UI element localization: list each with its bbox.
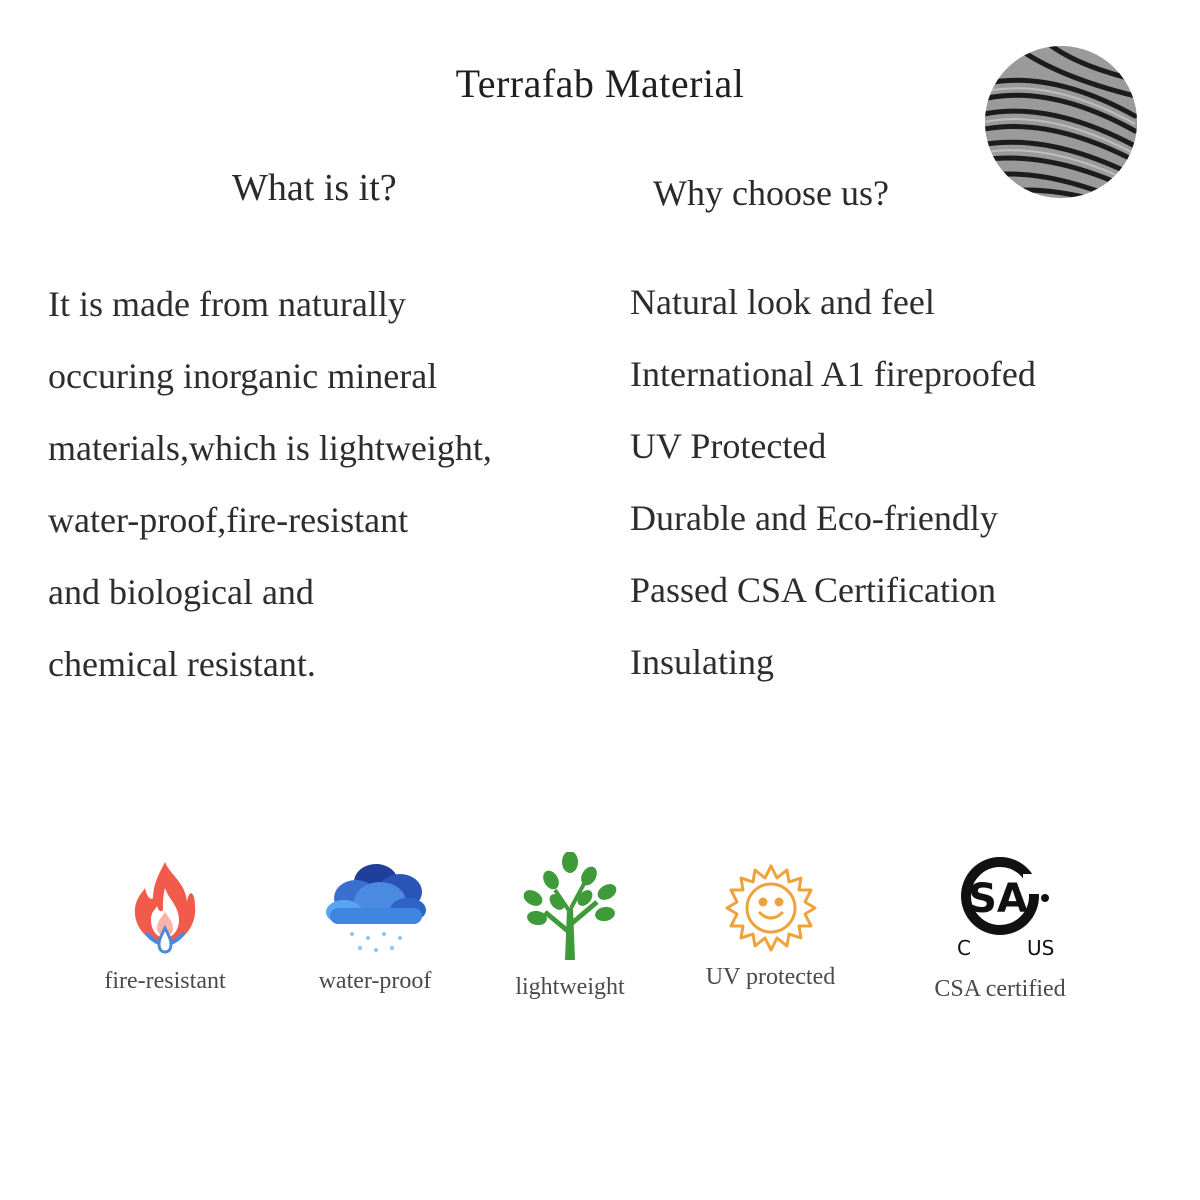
rain-cloud-icon	[320, 858, 430, 958]
description-line: materials,which is lightweight,	[48, 428, 492, 468]
description-line: It is made from naturally	[48, 284, 406, 324]
csa-logo	[935, 856, 1065, 966]
what-is-it-heading: What is it?	[232, 167, 397, 209]
feature-lightweight	[495, 852, 645, 1001]
feature-label: water-proof	[318, 968, 432, 994]
flame-icon	[125, 858, 205, 958]
stone-texture-icon	[985, 46, 1137, 198]
feature-uv-protected	[688, 862, 853, 991]
csa-logo-icon	[935, 856, 1065, 938]
feature-label: CSA certified	[934, 976, 1066, 1002]
benefits-list	[630, 266, 1190, 698]
csa-logo-text: SA	[968, 876, 1028, 922]
page-title: Terrafab Material	[455, 61, 745, 106]
description-line: chemical resistant.	[48, 644, 316, 684]
benefit-item: Passed CSA Certification	[630, 570, 996, 610]
description-line: and biological and	[48, 572, 314, 612]
sun-icon	[725, 862, 817, 954]
material-swatch-image	[985, 46, 1137, 198]
feature-water-proof	[300, 858, 450, 995]
csa-c-mark: C	[957, 936, 971, 960]
feature-label: UV protected	[705, 964, 836, 990]
benefit-item: Durable and Eco-friendly	[630, 498, 998, 538]
feature-csa-certified	[920, 856, 1080, 1003]
benefit-item: UV Protected	[630, 426, 827, 466]
description-line: occuring inorganic mineral	[48, 356, 438, 396]
feature-fire-resistant	[85, 858, 245, 995]
tree-icon	[515, 852, 625, 964]
description-line: water-proof,fire-resistant	[48, 500, 409, 540]
why-choose-us-heading: Why choose us?	[653, 173, 889, 213]
feature-label: fire-resistant	[104, 968, 226, 994]
benefit-item: Insulating	[630, 642, 774, 682]
csa-us-mark: US	[1027, 936, 1055, 960]
feature-label: lightweight	[515, 974, 625, 1000]
benefit-item: International A1 fireproofed	[630, 354, 1036, 394]
description-paragraph	[48, 268, 608, 700]
benefit-item: Natural look and feel	[630, 282, 935, 322]
